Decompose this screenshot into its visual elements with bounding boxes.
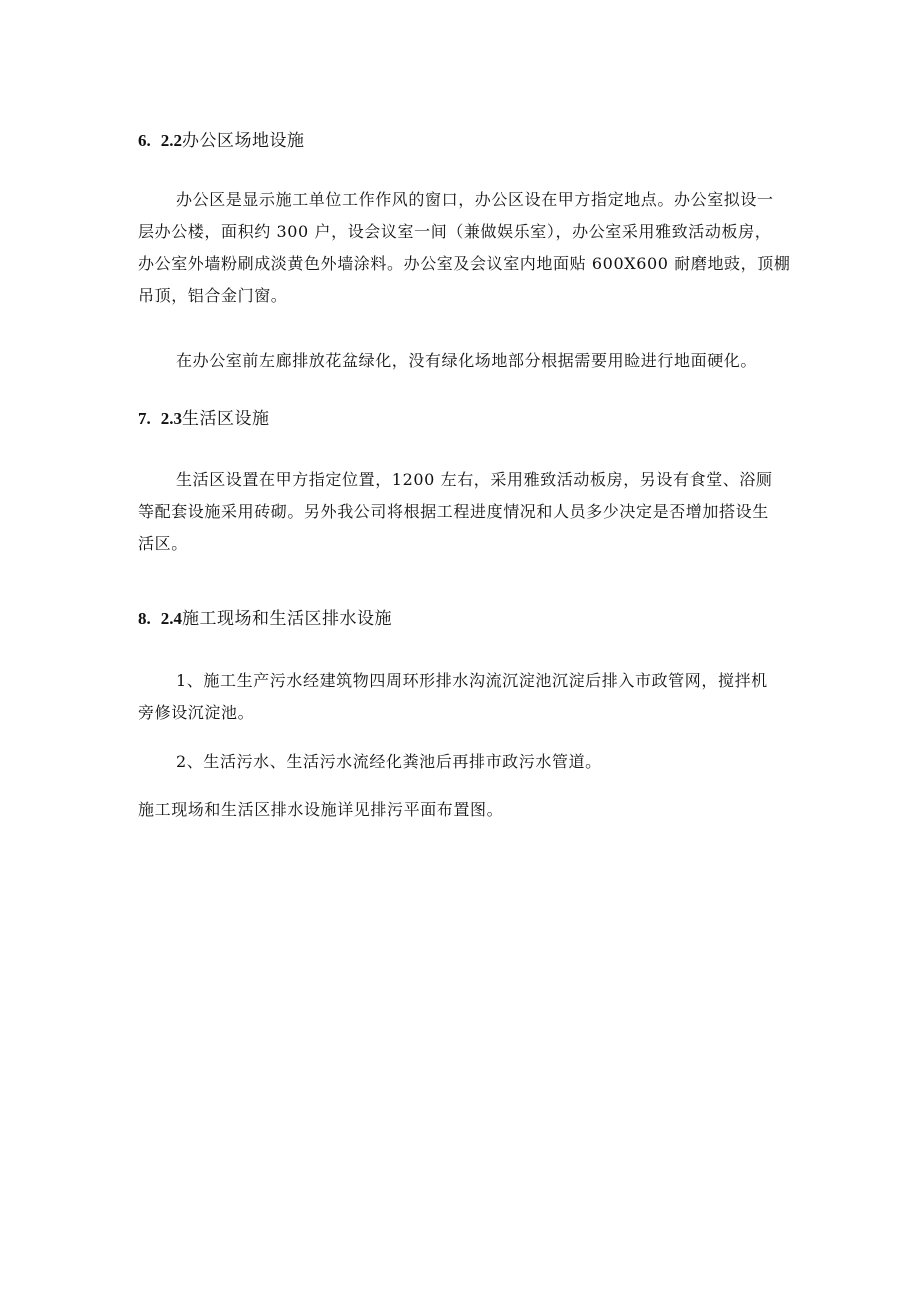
paragraph-office-area	[138, 184, 791, 312]
paragraph-line: 旁修设沉淀池。	[138, 703, 255, 722]
section-number: 8.	[138, 609, 151, 628]
section-title: 施工现场和生活区排水设施	[182, 609, 392, 629]
section-heading-2-2	[138, 128, 305, 154]
section-heading-2-4	[138, 606, 392, 632]
section-code: 2.4	[160, 609, 182, 628]
paragraph-line: 办公区是显示施工单位工作作风的窗口，办公区设在甲方指定地点。办公室拟设一	[176, 190, 774, 209]
section-code: 2.3	[160, 409, 182, 428]
paragraph-line: 吊顶，铝合金门窗。	[138, 286, 288, 305]
paragraph-drainage-1	[138, 665, 788, 729]
paragraph-line: 等配套设施采用砖砌。另外我公司将根据工程进度情况和人员多少决定是否增加搭设生	[138, 502, 769, 521]
paragraph-line: 办公室外墙粉刷成淡黄色外墙涂料。办公室及会议室内地面贴 600X600 耐磨地豉，顶棚	[138, 254, 791, 273]
paragraph-line: 层办公楼，面积约 300 户，设会议室一间（兼做娱乐室），办公室采用雅致活动板房，	[138, 222, 772, 241]
paragraph-closing	[138, 794, 788, 826]
paragraph-line: 生活区设置在甲方指定位置，1200 左右，采用雅致活动板房，另设有食堂、浴厕	[176, 470, 773, 489]
paragraph-line: 2、生活污水、生活污水流经化粪池后再排市政污水管道。	[176, 752, 602, 771]
paragraph-drainage-2	[138, 746, 788, 778]
paragraph-line: 1、施工生产污水经建筑物四周环形排水沟流沉淀池沉淀后排入市政管网，搅拌机	[176, 671, 768, 690]
paragraph-living-area	[138, 464, 788, 560]
section-number: 6.	[138, 131, 151, 150]
closing-line: 施工现场和生活区排水设施详见排污平面布置图。	[138, 800, 504, 819]
section-title: 办公区场地设施	[182, 131, 305, 151]
paragraph-line: 活区。	[138, 534, 188, 553]
section-title: 生活区设施	[182, 409, 270, 429]
paragraph-line: 在办公室前左廊排放花盆绿化，没有绿化场地部分根据需要用睑进行地面硬化。	[176, 351, 758, 370]
paragraph-greening	[138, 345, 788, 377]
section-code: 2.2	[160, 131, 182, 150]
section-heading-2-3	[138, 406, 270, 432]
section-number: 7.	[138, 409, 151, 428]
